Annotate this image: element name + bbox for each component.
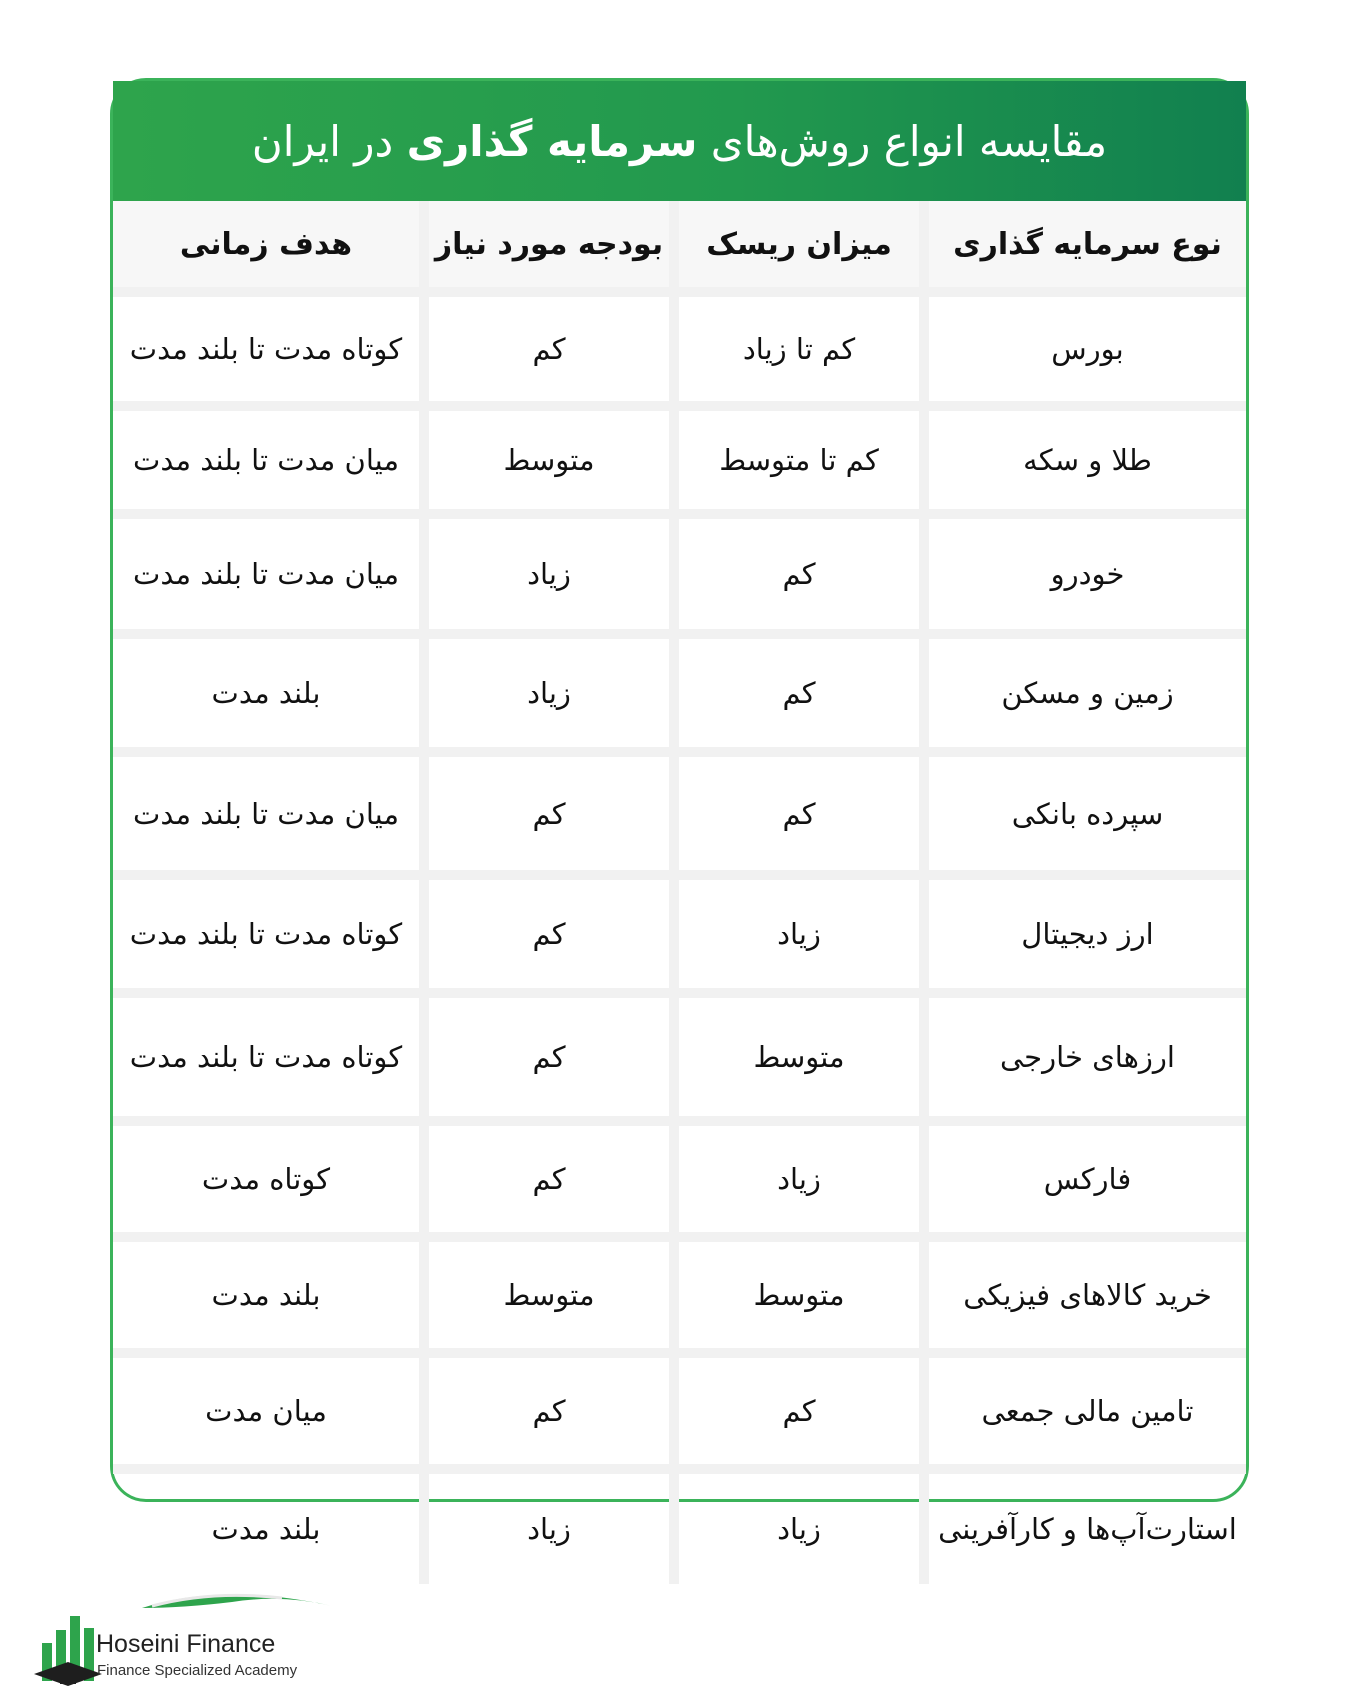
- table-row: [113, 1358, 1246, 1474]
- cell-risk: زیاد: [669, 1474, 919, 1584]
- cell-risk: کم تا زیاد: [669, 297, 919, 401]
- cell-budget: متوسط: [419, 411, 669, 509]
- card-header: [113, 81, 1246, 201]
- cell-risk: متوسط: [669, 998, 919, 1116]
- cell-horizon: کوتاه مدت تا بلند مدت: [129, 332, 403, 366]
- table-row: [113, 998, 1246, 1126]
- cell-risk: زیاد: [669, 1126, 919, 1232]
- cell-type: زمین و مسکن: [919, 639, 1246, 747]
- title-pre: مقایسه انواع روش‌های: [710, 116, 1108, 166]
- table-row: [113, 519, 1246, 639]
- cell-budget: کم: [419, 1358, 669, 1464]
- cell-risk: کم: [669, 1358, 919, 1464]
- table-row: [113, 411, 1246, 519]
- column-header-type: نوع سرمایه گذاری: [919, 201, 1246, 287]
- title-post: در ایران: [251, 116, 394, 166]
- cell-risk: کم تا متوسط: [669, 411, 919, 509]
- cell-type: فارکس: [919, 1126, 1246, 1232]
- cell-horizon: بلند مدت: [211, 676, 321, 710]
- cell-horizon: میان مدت: [205, 1394, 327, 1428]
- cell-horizon: میان مدت تا بلند مدت: [133, 443, 399, 477]
- cell-type: ارز دیجیتال: [919, 880, 1246, 988]
- cell-type: تامین مالی جمعی: [919, 1358, 1246, 1464]
- cell-budget: کم: [419, 757, 669, 870]
- table-header-row: [113, 201, 1246, 297]
- cell-risk: کم: [669, 519, 919, 629]
- cell-type: طلا و سکه: [919, 411, 1246, 509]
- cell-risk: زیاد: [669, 880, 919, 988]
- brand-subtitle: Finance Specialized Academy: [97, 1662, 298, 1679]
- cell-budget: زیاد: [419, 1474, 669, 1584]
- cell-risk: کم: [669, 639, 919, 747]
- cell-type: سپرده بانکی: [919, 757, 1246, 870]
- title-bold: سرمایه گذاری: [406, 116, 698, 166]
- column-header-horizon: هدف زمانی: [113, 201, 419, 287]
- brand-title: Hoseini Finance: [96, 1630, 276, 1658]
- cell-risk: کم: [669, 757, 919, 870]
- comparison-table: [113, 201, 1246, 1584]
- comparison-card: [110, 78, 1249, 1546]
- column-header-risk: میزان ریسک: [669, 201, 919, 287]
- cell-budget: متوسط: [419, 1242, 669, 1348]
- table-row: [113, 639, 1246, 757]
- table-row: [113, 1474, 1246, 1584]
- cell-horizon: میان مدت تا بلند مدت: [133, 557, 399, 591]
- cell-horizon: کوتاه مدت تا بلند مدت: [129, 917, 403, 951]
- cell-horizon: کوتاه مدت: [201, 1162, 331, 1196]
- cell-horizon: میان مدت تا بلند مدت: [133, 796, 399, 831]
- table-row: [113, 297, 1246, 411]
- table-row: [113, 880, 1246, 998]
- column-header-budget: بودجه مورد نیاز: [419, 201, 669, 287]
- cell-type: ارزهای خارجی: [919, 998, 1246, 1116]
- cell-type: خرید کالاهای فیزیکی: [919, 1242, 1246, 1348]
- cell-horizon: بلند مدت: [211, 1278, 321, 1312]
- cell-budget: زیاد: [419, 639, 669, 747]
- cell-type: بورس: [919, 297, 1246, 401]
- cell-horizon: بلند مدت: [211, 1512, 321, 1546]
- cell-budget: کم: [419, 297, 669, 401]
- table-row: [113, 757, 1246, 880]
- cell-type: خودرو: [919, 519, 1246, 629]
- cell-budget: کم: [419, 880, 669, 988]
- table-row: [113, 1242, 1246, 1358]
- cell-budget: زیاد: [419, 519, 669, 629]
- cell-budget: کم: [419, 998, 669, 1116]
- cell-horizon: کوتاه مدت تا بلند مدت: [129, 1040, 403, 1074]
- table-row: [113, 1126, 1246, 1242]
- cell-budget: کم: [419, 1126, 669, 1232]
- cell-type: استارت‌آپ‌ها و کارآفرینی: [919, 1474, 1246, 1584]
- cell-risk: متوسط: [669, 1242, 919, 1348]
